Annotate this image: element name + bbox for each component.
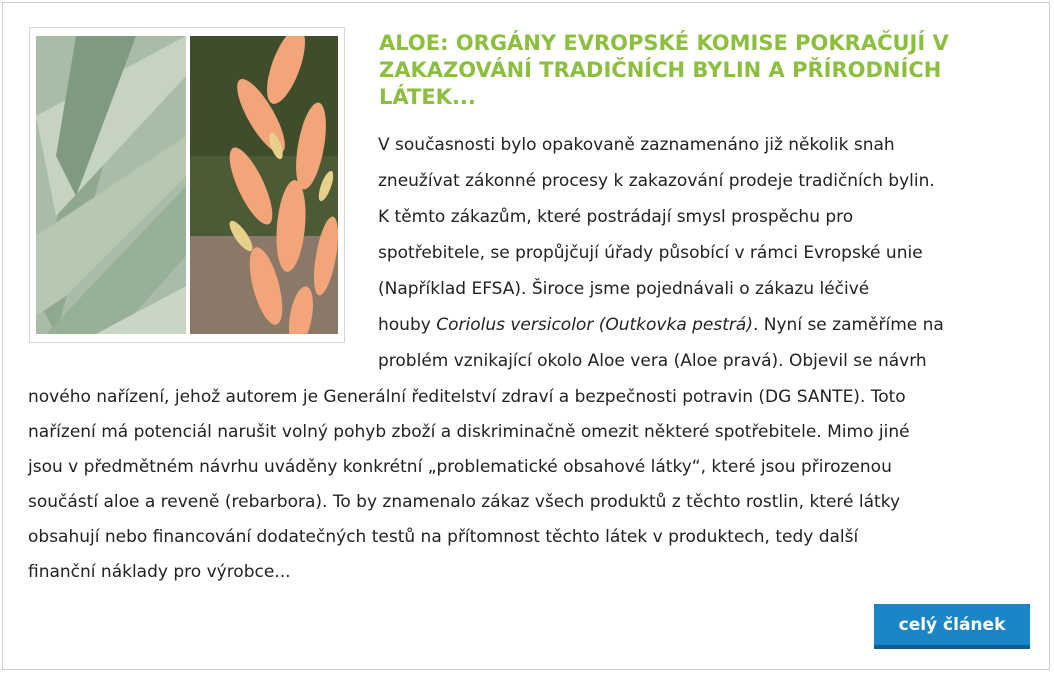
article-text-line: jsou v předmětném návrhu uváděny konkrétní „problematické obsahové látky“, které jsou přirozenou	[28, 457, 892, 477]
text-segment: houby	[378, 315, 437, 335]
text-segment: . Nyní se zaměříme na	[752, 315, 944, 335]
article-text-line	[378, 315, 944, 335]
article-text-line: zneužívat zákonné procesy k zakazování prodeje tradičních bylin.	[378, 171, 935, 191]
article-text-line: nového nařízení, jehož autorem je Generální ředitelství zdraví a bezpečnosti potravin (DG SANTE). Toto	[28, 387, 906, 407]
article-title[interactable]: ALOE: ORGÁNY EVROPSKÉ KOMISE POKRAČUJÍ V ZAKAZOVÁNÍ TRADIČNÍCH BYLIN A PŘÍRODNÍCH LÁTEK...	[379, 31, 949, 109]
aloe-photo-image	[36, 36, 338, 334]
article-text-line: finanční náklady pro výrobce...	[28, 562, 291, 582]
article-text-line: spotřebitele, se propůjčují úřady působící v rámci Evropské unie	[378, 243, 923, 263]
article-card	[2, 2, 1050, 670]
article-text-line: nařízení má potenciál narušit volný pohyb zboží a diskriminačně omezit některé spotřebitele. Mimo jiné	[28, 422, 910, 442]
article-text-line: (Například EFSA). Široce jsme pojednávali o zákazu léčivé	[378, 279, 870, 299]
article-text-line: V současnosti bylo opakovaně zaznamenáno již několik snah	[378, 135, 895, 155]
article-thumbnail[interactable]	[29, 27, 345, 343]
article-text-line: problém vznikající okolo Aloe vera (Aloe pravá). Objevil se návrh	[378, 351, 927, 371]
article-text-line: součástí aloe a reveně (rebarbora). To by znamenalo zákaz všech produktů z těchto rostlin, které látky	[28, 492, 901, 512]
read-full-article-button[interactable]: celý článek	[874, 604, 1030, 649]
species-name: Coriolus versicolor (Outkovka pestrá)	[436, 315, 753, 335]
article-text-line: obsahují nebo financování dodatečných testů na přítomnost těchto látek v produktech, tedy další	[28, 527, 859, 547]
article-text-line: K těmto zákazům, které postrádají smysl prospěchu pro	[378, 207, 854, 227]
